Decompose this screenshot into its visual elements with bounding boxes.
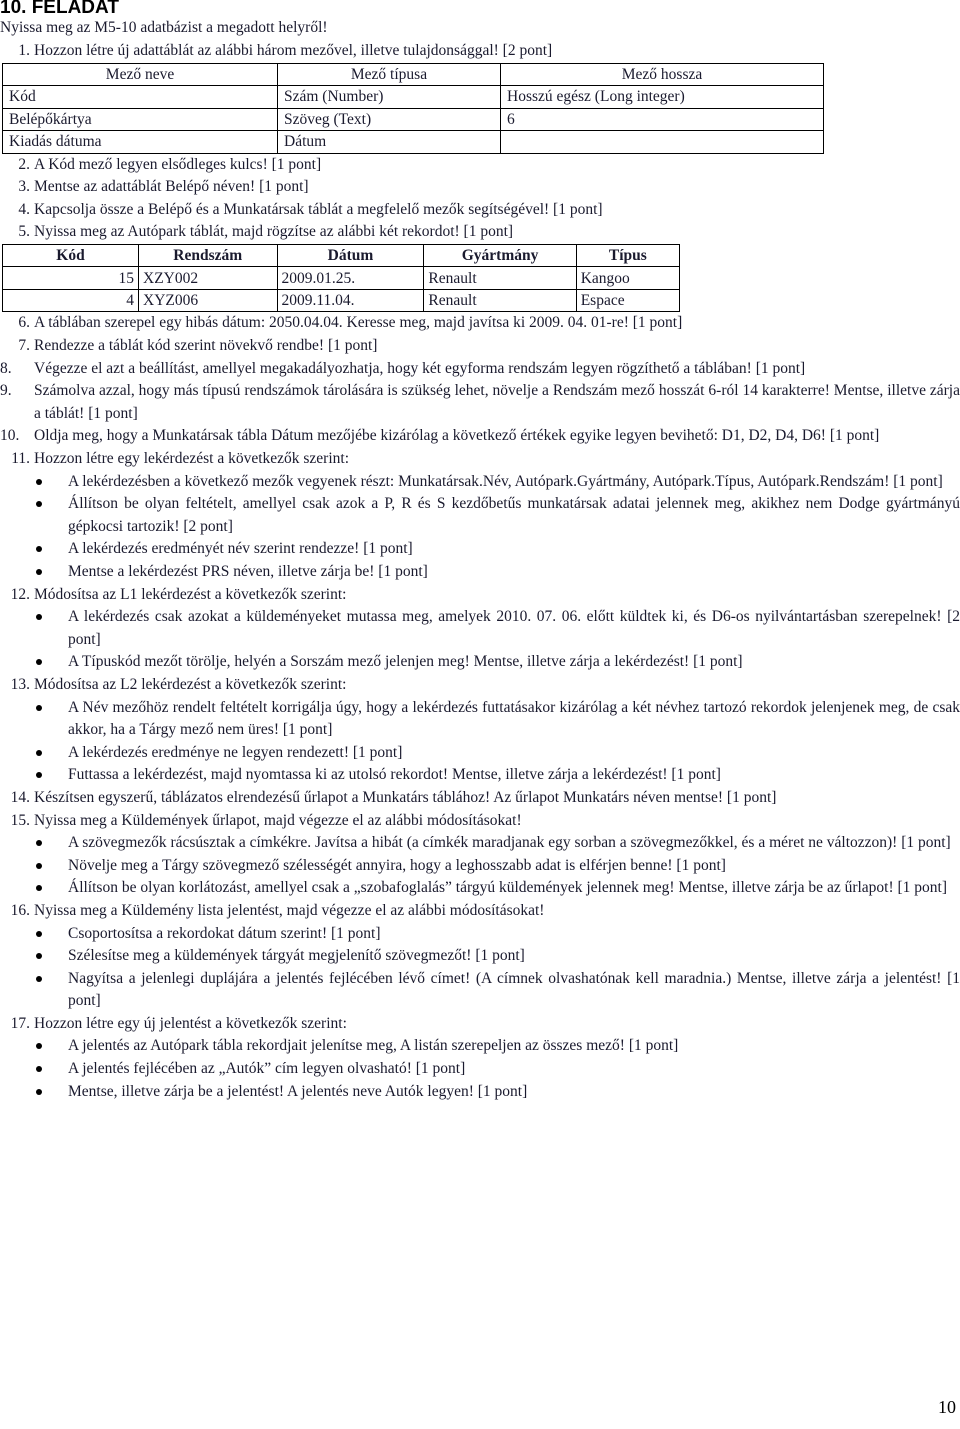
table-cell: 4	[3, 289, 139, 312]
task-number: 7.	[18, 337, 30, 355]
fields-table	[2, 63, 824, 154]
task-number: 17.	[10, 1014, 30, 1032]
table-header-cell: Mező hossza	[501, 63, 824, 86]
task-2	[0, 154, 960, 177]
task-12-bullets	[0, 606, 960, 674]
table-cell: 2009.11.04.	[277, 289, 424, 312]
task-number: 5.	[18, 223, 30, 241]
list-item: A lekérdezésben a következő mezők vegyenek részt: Munkatársak.Név, Autópark.Gyártmány, Autópark.Típus, Autópark.Rendszám! [1 pont]	[0, 471, 960, 494]
task-7	[0, 335, 960, 358]
table-header-cell: Mező típusa	[278, 63, 501, 86]
task-number: 8.	[0, 359, 12, 377]
table-cell: 6	[501, 108, 824, 131]
task-list	[0, 40, 960, 1103]
page-number: 10	[938, 1397, 956, 1417]
task-14	[0, 787, 960, 810]
page-title: 10. FELADAT	[0, 0, 119, 18]
table-cell: Belépőkártya	[3, 108, 278, 131]
task-text: A táblában szerepel egy hibás dátum: 2050.04.04. Keresse meg, majd javítsa ki 2009. 04. 01-re! [1 pont]	[34, 314, 683, 332]
task-15	[0, 810, 960, 833]
list-item: A jelentés az Autópark tábla rekordjait jelenítse meg, A listán szerepeljen az összes mező! [1 pont]	[0, 1035, 960, 1058]
table-cell: XYZ006	[139, 289, 278, 312]
task-number: 16.	[10, 901, 30, 919]
task-10	[0, 425, 960, 448]
list-item: Állítson be olyan korlátozást, amellyel csak a „szobafoglalás” tárgyú küldemények jelennek meg! Mentse, illetve zárja be az űrlapot! [1 pont]	[0, 877, 960, 900]
task-text: Számolva azzal, hogy más típusú rendszámok tárolására is szükség lehet, növelje a Rendszám mező hosszát 6-ról 14 karakterre! Mentse, illetve zárja a táblát! [1 pont]	[34, 382, 960, 422]
task-number: 9.	[0, 382, 12, 400]
table-cell: Kiadás dátuma	[3, 131, 278, 154]
task-number: 15.	[10, 811, 30, 829]
table-cell: Hosszú egész (Long integer)	[501, 86, 824, 109]
task-text: Készítsen egyszerű, táblázatos elrendezésű űrlapot a Munkatárs táblához! Az űrlapot Munkatárs néven mentse! [1 pont]	[34, 788, 777, 806]
list-item: Állítson be olyan feltételt, amellyel csak azok a P, R és S kezdőbetűs munkatársak adatai jelennek meg, akikhez nem Dodge gyártmányú gépkocsi tartozik! [2 pont]	[0, 493, 960, 538]
table-row	[3, 86, 824, 109]
task-text: Nyissa meg a Küldemények űrlapot, majd végezze el az alábbi módosításokat!	[34, 811, 522, 829]
table-cell: Kangoo	[576, 267, 679, 290]
table-header-cell: Rendszám	[139, 244, 278, 267]
table-header-cell: Kód	[3, 244, 139, 267]
task-number: 1.	[18, 42, 30, 59]
list-item: Szélesítse meg a küldemények tárgyát megjelenítő szövegmezőt! [1 pont]	[0, 945, 960, 968]
table-cell: Kód	[3, 86, 278, 109]
table-cell: 15	[3, 267, 139, 290]
list-item: A szövegmezők rácsúsztak a címkékre. Javítsa a hibát (a címkék maradjanak egy sorban a szövegmezőkkel, és a méret ne változzon)! [1 pont]	[0, 832, 960, 855]
task-number: 3.	[18, 178, 30, 196]
table-cell: Dátum	[278, 131, 501, 154]
task-6	[0, 312, 960, 335]
table-cell: Renault	[424, 289, 576, 312]
table-cell: Szám (Number)	[278, 86, 501, 109]
list-item: Nagyítsa a jelenlegi duplájára a jelentés fejlécében lévő címet! (A címnek olvashatónak kell maradnia.) Mentse, illetve zárja a jelentést! [1 pont]	[0, 968, 960, 1013]
records-table	[2, 244, 680, 313]
list-item: A Típuskód mezőt törölje, helyén a Sorszám mező jelenjen meg! Mentse, illetve zárja a lekérdezést! [1 pont]	[0, 651, 960, 674]
list-item: Mentse a lekérdezést PRS néven, illetve zárja be! [1 pont]	[0, 561, 960, 584]
task-11-bullets	[0, 471, 960, 584]
list-item: A lekérdezés eredményét név szerint rendezze! [1 pont]	[0, 538, 960, 561]
task-text: Végezze el azt a beállítást, amellyel megakadályozhatja, hogy két egyforma rendszám legyen rögzíthető a táblában! [1 pont]	[34, 359, 806, 377]
task-8	[0, 358, 960, 381]
task-17	[0, 1013, 960, 1036]
table-row	[3, 289, 680, 312]
task-4	[0, 199, 960, 222]
task-number: 11.	[11, 450, 30, 468]
task-text: Módosítsa az L2 lekérdezést a következők szerint:	[34, 675, 347, 693]
task-text: Módosítsa az L1 lekérdezést a következők szerint:	[34, 585, 347, 603]
task-number: 2.	[18, 155, 30, 173]
list-item: A lekérdezés eredménye ne legyen rendezett! [1 pont]	[0, 742, 960, 765]
table-cell: Espace	[576, 289, 679, 312]
task-16-bullets	[0, 923, 960, 1013]
task-1	[0, 40, 960, 63]
task-text: Hozzon létre egy új jelentést a következők szerint:	[34, 1014, 347, 1032]
table-row	[3, 108, 824, 131]
task-number: 14.	[10, 788, 30, 806]
task-number: 6.	[18, 314, 30, 332]
table-cell: Szöveg (Text)	[278, 108, 501, 131]
table-cell: Renault	[424, 267, 576, 290]
table-row	[3, 131, 824, 154]
task-text: Rendezze a táblát kód szerint növekvő rendbe! [1 pont]	[34, 337, 378, 355]
table-header-row	[3, 244, 680, 267]
task-number: 4.	[18, 200, 30, 218]
task-text: Hozzon létre új adattáblát az alábbi három mezővel, illetve tulajdonsággal! [2 pont]	[34, 42, 553, 59]
task-16	[0, 900, 960, 923]
task-5	[0, 221, 960, 244]
task-17-bullets	[0, 1035, 960, 1103]
list-item: Csoportosítsa a rekordokat dátum szerint! [1 pont]	[0, 923, 960, 946]
task-13	[0, 674, 960, 697]
list-item: A lekérdezés csak azokat a küldeményeket mutassa meg, amelyek 2010. 07. 06. előtt küldtek ki, és D6-os nyilvántartásban szerepelnek! [2 pont]	[0, 606, 960, 651]
task-number: 12.	[10, 585, 30, 603]
task-text: Nyissa meg a Küldemény lista jelentést, majd végezze el az alábbi módosításokat!	[34, 901, 545, 919]
task-12	[0, 584, 960, 607]
list-item: Mentse, illetve zárja be a jelentést! A jelentés neve Autók legyen! [1 pont]	[0, 1081, 960, 1104]
table-header-row	[3, 63, 824, 86]
list-item: A Név mezőhöz rendelt feltételt korrigálja úgy, hogy a lekérdezés futtatásakor kizárólag a két névhez tartozó rekordok jelenjenek meg, de csak akkor, ha a Tárgy mező nem üres! [1 pont]	[0, 697, 960, 742]
table-header-cell: Mező neve	[3, 63, 278, 86]
task-13-bullets	[0, 697, 960, 787]
list-item: Növelje meg a Tárgy szövegmező szélességét annyira, hogy a leghosszabb adat is elférjen benne! [1 pont]	[0, 855, 960, 878]
table-row	[3, 267, 680, 290]
table-header-cell: Gyártmány	[424, 244, 576, 267]
task-3	[0, 176, 960, 199]
table-cell	[501, 131, 824, 154]
task-11	[0, 448, 960, 471]
list-item: Futtassa a lekérdezést, majd nyomtassa ki az utolsó rekordot! Mentse, illetve zárja a lekérdezést! [1 pont]	[0, 764, 960, 787]
task-text: Oldja meg, hogy a Munkatársak tábla Dátum mezőjébe kizárólag a következő értékek egyike legyen bevihető: D1, D2, D4, D6! [1 pont]	[34, 427, 880, 445]
task-text: Hozzon létre egy lekérdezést a következők szerint:	[34, 450, 350, 468]
table-cell: 2009.01.25.	[277, 267, 424, 290]
task-text: Mentse az adattáblát Belépő néven! [1 pont]	[34, 178, 309, 196]
task-text: Kapcsolja össze a Belépő és a Munkatársak táblát a megfelelő mezők segítségével! [1 pont]	[34, 200, 603, 218]
table-header-cell: Dátum	[277, 244, 424, 267]
task-15-bullets	[0, 832, 960, 900]
list-item: A jelentés fejlécében az „Autók” cím legyen olvasható! [1 pont]	[0, 1058, 960, 1081]
table-cell: XZY002	[139, 267, 278, 290]
task-text: A Kód mező legyen elsődleges kulcs! [1 pont]	[34, 155, 322, 173]
task-number: 13.	[10, 675, 30, 693]
intro-text: Nyissa meg az M5-10 adatbázist a megadott helyről!	[0, 19, 328, 36]
task-text: Nyissa meg az Autópark táblát, majd rögzítse az alábbi két rekordot! [1 pont]	[34, 223, 514, 241]
table-header-cell: Típus	[576, 244, 679, 267]
task-number: 10.	[0, 427, 20, 445]
task-9	[0, 380, 960, 425]
